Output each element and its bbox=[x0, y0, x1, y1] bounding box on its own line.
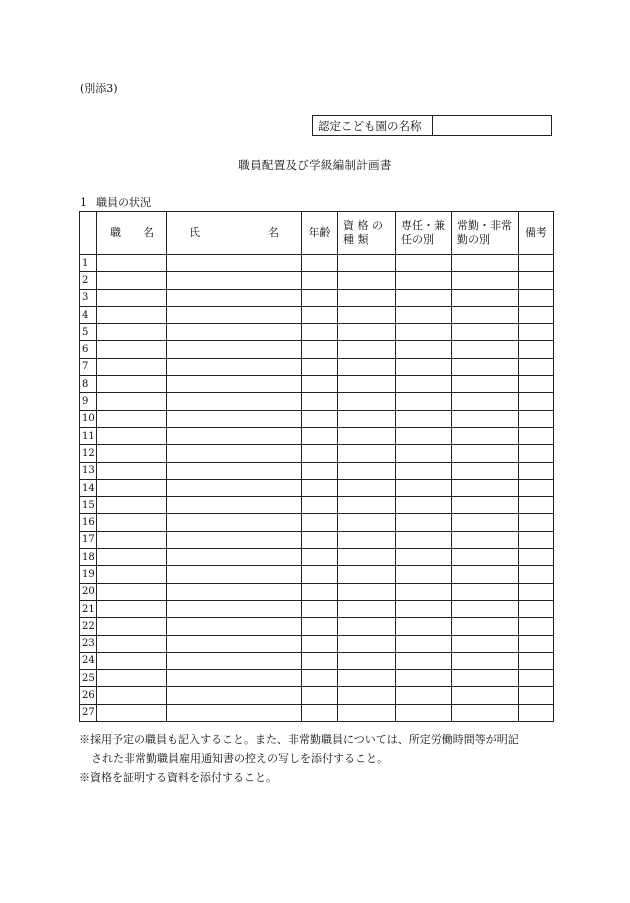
row-number: 25 bbox=[80, 670, 97, 687]
qualification-cell[interactable] bbox=[338, 704, 396, 721]
name-cell[interactable] bbox=[167, 272, 302, 289]
row-number: 6 bbox=[80, 341, 97, 358]
row-number: 21 bbox=[80, 600, 97, 617]
remarks-cell[interactable] bbox=[519, 566, 554, 583]
name-cell[interactable] bbox=[167, 341, 302, 358]
name-cell[interactable] bbox=[167, 566, 302, 583]
position-cell[interactable] bbox=[97, 670, 167, 687]
position-cell[interactable] bbox=[97, 600, 167, 617]
remarks-cell[interactable] bbox=[519, 652, 554, 669]
row-number: 5 bbox=[80, 324, 97, 341]
name-cell[interactable] bbox=[167, 600, 302, 617]
position-cell[interactable] bbox=[97, 272, 167, 289]
qualification-cell[interactable] bbox=[338, 306, 396, 323]
dual-post-cell[interactable] bbox=[396, 462, 452, 479]
name-cell[interactable] bbox=[167, 462, 302, 479]
age-cell[interactable] bbox=[302, 514, 338, 531]
header-name-a: 氏 bbox=[189, 226, 200, 239]
dual-post-cell[interactable] bbox=[396, 445, 452, 462]
qualification-cell[interactable] bbox=[338, 324, 396, 341]
table-row bbox=[80, 549, 554, 566]
table-row bbox=[80, 462, 554, 479]
row-number: 16 bbox=[80, 514, 97, 531]
row-number: 27 bbox=[80, 704, 97, 721]
employment-cell[interactable] bbox=[452, 393, 519, 410]
remarks-cell[interactable] bbox=[519, 255, 554, 272]
position-cell[interactable] bbox=[97, 358, 167, 375]
name-cell[interactable] bbox=[167, 393, 302, 410]
dual-post-cell[interactable] bbox=[396, 427, 452, 444]
facility-name-label: 認定こども園の名称 bbox=[313, 116, 433, 135]
remarks-cell[interactable] bbox=[519, 358, 554, 375]
name-cell[interactable] bbox=[167, 549, 302, 566]
dual-post-cell[interactable] bbox=[396, 393, 452, 410]
notes bbox=[79, 730, 519, 787]
position-cell[interactable] bbox=[97, 549, 167, 566]
age-cell[interactable] bbox=[302, 324, 338, 341]
dual-post-cell[interactable] bbox=[396, 566, 452, 583]
table-row bbox=[80, 324, 554, 341]
employment-cell[interactable] bbox=[452, 479, 519, 496]
row-number: 10 bbox=[80, 410, 97, 427]
row-number: 11 bbox=[80, 427, 97, 444]
position-cell[interactable] bbox=[97, 566, 167, 583]
qualification-cell[interactable] bbox=[338, 514, 396, 531]
dual-post-cell[interactable] bbox=[396, 272, 452, 289]
remarks-cell[interactable] bbox=[519, 445, 554, 462]
remarks-cell[interactable] bbox=[519, 549, 554, 566]
position-cell[interactable] bbox=[97, 289, 167, 306]
dual-post-cell[interactable] bbox=[396, 306, 452, 323]
name-cell[interactable] bbox=[167, 289, 302, 306]
table-row bbox=[80, 583, 554, 600]
row-number: 2 bbox=[80, 272, 97, 289]
row-number: 8 bbox=[80, 376, 97, 393]
table-row bbox=[80, 427, 554, 444]
employment-cell[interactable] bbox=[452, 549, 519, 566]
header-name bbox=[167, 212, 302, 255]
row-number: 12 bbox=[80, 445, 97, 462]
remarks-cell[interactable] bbox=[519, 704, 554, 721]
table-row bbox=[80, 255, 554, 272]
header-position bbox=[97, 212, 167, 255]
position-cell[interactable] bbox=[97, 255, 167, 272]
employment-cell[interactable] bbox=[452, 272, 519, 289]
qualification-cell[interactable] bbox=[338, 376, 396, 393]
table-row bbox=[80, 306, 554, 323]
qualification-cell[interactable] bbox=[338, 618, 396, 635]
age-cell[interactable] bbox=[302, 479, 338, 496]
name-cell[interactable] bbox=[167, 445, 302, 462]
document-title: 職員配置及び学級編制計画書 bbox=[238, 158, 392, 172]
remarks-cell[interactable] bbox=[519, 462, 554, 479]
employment-cell[interactable] bbox=[452, 583, 519, 600]
age-cell[interactable] bbox=[302, 635, 338, 652]
header-employment: 常勤・非常 勤の別 bbox=[452, 212, 519, 255]
name-cell[interactable] bbox=[167, 687, 302, 704]
header-qualification: 資 格 の 種 類 bbox=[338, 212, 396, 255]
dual-post-cell[interactable] bbox=[396, 341, 452, 358]
header-dual-post: 専任・兼 任の別 bbox=[396, 212, 452, 255]
position-cell[interactable] bbox=[97, 652, 167, 669]
name-cell[interactable] bbox=[167, 306, 302, 323]
employment-cell[interactable] bbox=[452, 497, 519, 514]
row-number: 3 bbox=[80, 289, 97, 306]
table-row bbox=[80, 531, 554, 548]
name-cell[interactable] bbox=[167, 514, 302, 531]
header-age: 年齢 bbox=[302, 212, 338, 255]
dual-post-cell[interactable] bbox=[396, 497, 452, 514]
remarks-cell[interactable] bbox=[519, 618, 554, 635]
qualification-cell[interactable] bbox=[338, 445, 396, 462]
staff-table bbox=[79, 211, 554, 722]
employment-cell[interactable] bbox=[452, 566, 519, 583]
age-cell[interactable] bbox=[302, 531, 338, 548]
position-cell[interactable] bbox=[97, 427, 167, 444]
dual-post-cell[interactable] bbox=[396, 255, 452, 272]
row-number: 23 bbox=[80, 635, 97, 652]
name-cell[interactable] bbox=[167, 497, 302, 514]
table-row bbox=[80, 497, 554, 514]
remarks-cell[interactable] bbox=[519, 687, 554, 704]
header-number bbox=[80, 212, 97, 255]
position-cell[interactable] bbox=[97, 462, 167, 479]
employment-cell[interactable] bbox=[452, 687, 519, 704]
employment-cell[interactable] bbox=[452, 410, 519, 427]
row-number: 17 bbox=[80, 531, 97, 548]
position-cell[interactable] bbox=[97, 618, 167, 635]
table-row bbox=[80, 600, 554, 617]
dual-post-cell[interactable] bbox=[396, 324, 452, 341]
age-cell[interactable] bbox=[302, 445, 338, 462]
table-row bbox=[80, 618, 554, 635]
age-cell[interactable] bbox=[302, 497, 338, 514]
employment-cell[interactable] bbox=[452, 306, 519, 323]
note-1-line-2: された非常勤職員雇用通知書の控えの写しを添付すること。 bbox=[91, 752, 388, 765]
name-cell[interactable] bbox=[167, 635, 302, 652]
qualification-cell[interactable] bbox=[338, 670, 396, 687]
position-cell[interactable] bbox=[97, 410, 167, 427]
row-number: 18 bbox=[80, 549, 97, 566]
position-cell[interactable] bbox=[97, 324, 167, 341]
name-cell[interactable] bbox=[167, 479, 302, 496]
note-1-line-1: ※採用予定の職員も記入すること。また、非常勤職員については、所定労働時間等が明記 bbox=[79, 733, 519, 746]
qualification-cell[interactable] bbox=[338, 289, 396, 306]
staff-table-body bbox=[80, 255, 554, 722]
remarks-cell[interactable] bbox=[519, 670, 554, 687]
dual-post-cell[interactable] bbox=[396, 670, 452, 687]
table-header-row bbox=[80, 212, 554, 255]
dual-post-cell[interactable] bbox=[396, 687, 452, 704]
table-row bbox=[80, 514, 554, 531]
note-2: ※資格を証明する資料を添付すること。 bbox=[79, 771, 277, 784]
age-cell[interactable] bbox=[302, 341, 338, 358]
name-cell[interactable] bbox=[167, 358, 302, 375]
position-cell[interactable] bbox=[97, 635, 167, 652]
employment-cell[interactable] bbox=[452, 514, 519, 531]
row-number: 26 bbox=[80, 687, 97, 704]
dual-post-cell[interactable] bbox=[396, 618, 452, 635]
table-row bbox=[80, 272, 554, 289]
position-cell[interactable] bbox=[97, 514, 167, 531]
dual-post-cell[interactable] bbox=[396, 531, 452, 548]
dual-post-cell[interactable] bbox=[396, 479, 452, 496]
qualification-cell[interactable] bbox=[338, 497, 396, 514]
name-cell[interactable] bbox=[167, 618, 302, 635]
age-cell[interactable] bbox=[302, 566, 338, 583]
remarks-cell[interactable] bbox=[519, 341, 554, 358]
table-row bbox=[80, 289, 554, 306]
row-number: 15 bbox=[80, 497, 97, 514]
age-cell[interactable] bbox=[302, 583, 338, 600]
employment-cell[interactable] bbox=[452, 704, 519, 721]
section-title: 職員の状況 bbox=[96, 196, 151, 209]
table-row bbox=[80, 445, 554, 462]
age-cell[interactable] bbox=[302, 393, 338, 410]
qualification-cell[interactable] bbox=[338, 393, 396, 410]
dual-post-cell[interactable] bbox=[396, 514, 452, 531]
age-cell[interactable] bbox=[302, 618, 338, 635]
dual-post-cell[interactable] bbox=[396, 289, 452, 306]
row-number: 20 bbox=[80, 583, 97, 600]
position-cell[interactable] bbox=[97, 376, 167, 393]
qualification-cell[interactable] bbox=[338, 358, 396, 375]
name-cell[interactable] bbox=[167, 531, 302, 548]
remarks-cell[interactable] bbox=[519, 497, 554, 514]
qualification-cell[interactable] bbox=[338, 687, 396, 704]
name-cell[interactable] bbox=[167, 255, 302, 272]
table-row bbox=[80, 393, 554, 410]
age-cell[interactable] bbox=[302, 704, 338, 721]
age-cell[interactable] bbox=[302, 358, 338, 375]
dual-post-cell[interactable] bbox=[396, 635, 452, 652]
age-cell[interactable] bbox=[302, 687, 338, 704]
age-cell[interactable] bbox=[302, 289, 338, 306]
position-cell[interactable] bbox=[97, 583, 167, 600]
row-number: 22 bbox=[80, 618, 97, 635]
employment-cell[interactable] bbox=[452, 358, 519, 375]
qualification-cell[interactable] bbox=[338, 427, 396, 444]
position-cell[interactable] bbox=[97, 687, 167, 704]
table-row bbox=[80, 479, 554, 496]
dual-post-cell[interactable] bbox=[396, 376, 452, 393]
age-cell[interactable] bbox=[302, 272, 338, 289]
age-cell[interactable] bbox=[302, 549, 338, 566]
qualification-cell[interactable] bbox=[338, 479, 396, 496]
position-cell[interactable] bbox=[97, 445, 167, 462]
name-cell[interactable] bbox=[167, 410, 302, 427]
dual-post-cell[interactable] bbox=[396, 652, 452, 669]
header-position-b: 名 bbox=[143, 226, 154, 239]
row-number: 13 bbox=[80, 462, 97, 479]
section-heading bbox=[80, 194, 151, 210]
position-cell[interactable] bbox=[97, 393, 167, 410]
name-cell[interactable] bbox=[167, 704, 302, 721]
age-cell[interactable] bbox=[302, 306, 338, 323]
table-row bbox=[80, 358, 554, 375]
qualification-cell[interactable] bbox=[338, 462, 396, 479]
header-name-b: 名 bbox=[268, 226, 279, 239]
table-row bbox=[80, 410, 554, 427]
dual-post-cell[interactable] bbox=[396, 600, 452, 617]
qualification-cell[interactable] bbox=[338, 652, 396, 669]
employment-cell[interactable] bbox=[452, 652, 519, 669]
position-cell[interactable] bbox=[97, 531, 167, 548]
employment-cell[interactable] bbox=[452, 289, 519, 306]
position-cell[interactable] bbox=[97, 704, 167, 721]
qualification-cell[interactable] bbox=[338, 255, 396, 272]
position-cell[interactable] bbox=[97, 306, 167, 323]
remarks-cell[interactable] bbox=[519, 306, 554, 323]
name-cell[interactable] bbox=[167, 583, 302, 600]
employment-cell[interactable] bbox=[452, 600, 519, 617]
employment-cell[interactable] bbox=[452, 445, 519, 462]
age-cell[interactable] bbox=[302, 652, 338, 669]
name-cell[interactable] bbox=[167, 652, 302, 669]
age-cell[interactable] bbox=[302, 427, 338, 444]
header-remarks: 備考 bbox=[519, 212, 554, 255]
row-number: 4 bbox=[80, 306, 97, 323]
age-cell[interactable] bbox=[302, 600, 338, 617]
remarks-cell[interactable] bbox=[519, 514, 554, 531]
row-number: 24 bbox=[80, 652, 97, 669]
name-cell[interactable] bbox=[167, 427, 302, 444]
name-cell[interactable] bbox=[167, 376, 302, 393]
employment-cell[interactable] bbox=[452, 341, 519, 358]
qualification-cell[interactable] bbox=[338, 410, 396, 427]
section-number: 1 bbox=[80, 196, 87, 209]
qualification-cell[interactable] bbox=[338, 531, 396, 548]
qualification-cell[interactable] bbox=[338, 635, 396, 652]
employment-cell[interactable] bbox=[452, 635, 519, 652]
position-cell[interactable] bbox=[97, 479, 167, 496]
position-cell[interactable] bbox=[97, 497, 167, 514]
age-cell[interactable] bbox=[302, 670, 338, 687]
remarks-cell[interactable] bbox=[519, 393, 554, 410]
table-row bbox=[80, 652, 554, 669]
table-row bbox=[80, 341, 554, 358]
dual-post-cell[interactable] bbox=[396, 410, 452, 427]
row-number: 14 bbox=[80, 479, 97, 496]
name-cell[interactable] bbox=[167, 324, 302, 341]
remarks-cell[interactable] bbox=[519, 376, 554, 393]
qualification-cell[interactable] bbox=[338, 549, 396, 566]
remarks-cell[interactable] bbox=[519, 289, 554, 306]
employment-cell[interactable] bbox=[452, 531, 519, 548]
age-cell[interactable] bbox=[302, 410, 338, 427]
table-row bbox=[80, 376, 554, 393]
row-number: 19 bbox=[80, 566, 97, 583]
employment-cell[interactable] bbox=[452, 670, 519, 687]
name-cell[interactable] bbox=[167, 670, 302, 687]
qualification-cell[interactable] bbox=[338, 600, 396, 617]
dual-post-cell[interactable] bbox=[396, 358, 452, 375]
remarks-cell[interactable] bbox=[519, 427, 554, 444]
facility-name-field[interactable] bbox=[433, 116, 551, 135]
remarks-cell[interactable] bbox=[519, 600, 554, 617]
qualification-cell[interactable] bbox=[338, 583, 396, 600]
table-row bbox=[80, 566, 554, 583]
remarks-cell[interactable] bbox=[519, 531, 554, 548]
facility-name-box bbox=[312, 115, 552, 136]
position-cell[interactable] bbox=[97, 341, 167, 358]
remarks-cell[interactable] bbox=[519, 410, 554, 427]
row-number: 1 bbox=[80, 255, 97, 272]
remarks-cell[interactable] bbox=[519, 635, 554, 652]
row-number: 7 bbox=[80, 358, 97, 375]
age-cell[interactable] bbox=[302, 462, 338, 479]
age-cell[interactable] bbox=[302, 376, 338, 393]
remarks-cell[interactable] bbox=[519, 324, 554, 341]
dual-post-cell[interactable] bbox=[396, 704, 452, 721]
age-cell[interactable] bbox=[302, 255, 338, 272]
remarks-cell[interactable] bbox=[519, 583, 554, 600]
remarks-cell[interactable] bbox=[519, 479, 554, 496]
table-row bbox=[80, 704, 554, 721]
remarks-cell[interactable] bbox=[519, 272, 554, 289]
employment-cell[interactable] bbox=[452, 618, 519, 635]
employment-cell[interactable] bbox=[452, 427, 519, 444]
employment-cell[interactable] bbox=[452, 376, 519, 393]
employment-cell[interactable] bbox=[452, 462, 519, 479]
qualification-cell[interactable] bbox=[338, 566, 396, 583]
table-row bbox=[80, 635, 554, 652]
table-row bbox=[80, 670, 554, 687]
qualification-cell[interactable] bbox=[338, 272, 396, 289]
dual-post-cell[interactable] bbox=[396, 583, 452, 600]
header-position-a: 職 bbox=[110, 226, 121, 239]
qualification-cell[interactable] bbox=[338, 341, 396, 358]
employment-cell[interactable] bbox=[452, 324, 519, 341]
table-row bbox=[80, 687, 554, 704]
row-number: 9 bbox=[80, 393, 97, 410]
annex-label: (別添3) bbox=[80, 82, 118, 95]
employment-cell[interactable] bbox=[452, 255, 519, 272]
dual-post-cell[interactable] bbox=[396, 549, 452, 566]
